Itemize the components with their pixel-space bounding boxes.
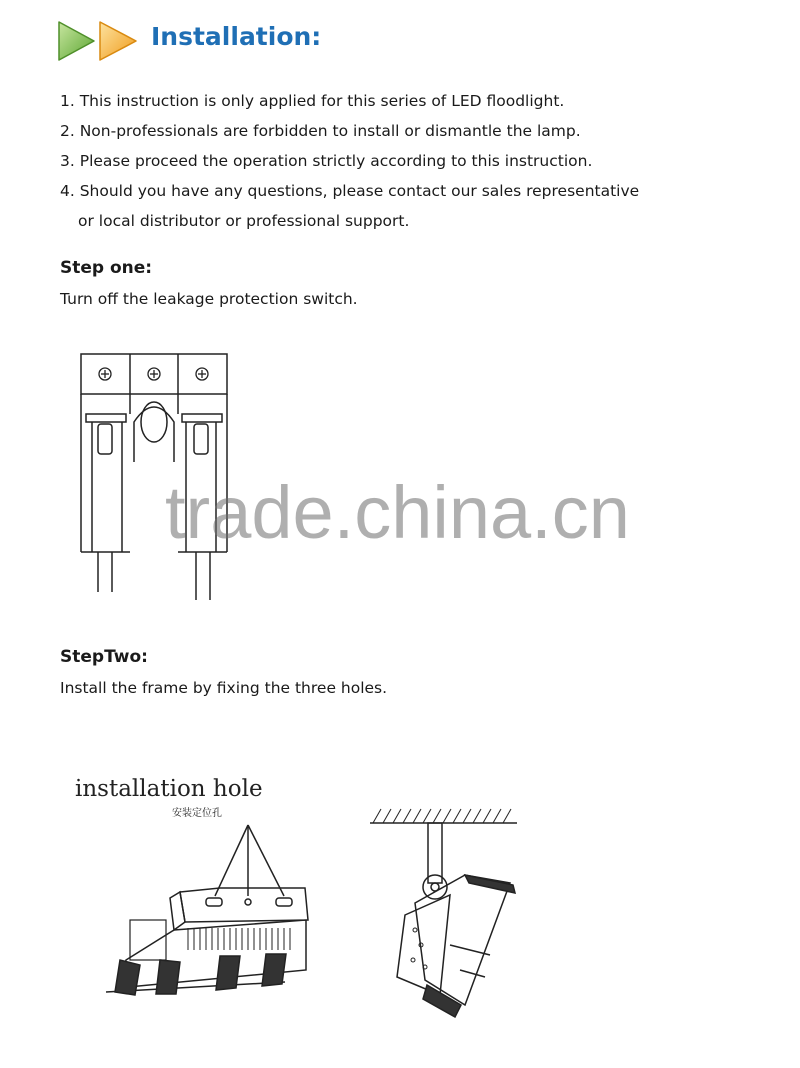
intro-item-4-continued: or local distributor or professional support. — [78, 212, 410, 230]
step-two-text: Install the frame by fixing the three holes. — [60, 679, 388, 697]
installation-hole-label: installation hole — [75, 776, 263, 802]
step-one-heading: Step one: — [60, 258, 153, 278]
intro-item-2: 2. Non-professionals are forbidden to install or dismantle the lamp. — [60, 122, 581, 140]
installation-hole-label-cn: 安装定位孔 — [172, 808, 222, 819]
installation-hole-diagram — [70, 770, 320, 1010]
double-play-arrow-icon — [56, 18, 142, 64]
page-title: Installation: — [151, 22, 322, 51]
step-two-heading: StepTwo: — [60, 647, 148, 667]
step-one-text: Turn off the leakage protection switch. — [60, 290, 358, 308]
intro-item-1: 1. This instruction is only applied for this series of LED floodlight. — [60, 92, 565, 110]
watermark: trade.china.cn — [165, 471, 630, 554]
intro-item-4: 4. Should you have any questions, please contact our sales representative — [60, 182, 640, 200]
intro-item-3: 3. Please proceed the operation strictly according to this instruction. — [60, 152, 593, 170]
ceiling-mount-diagram — [365, 805, 525, 1020]
